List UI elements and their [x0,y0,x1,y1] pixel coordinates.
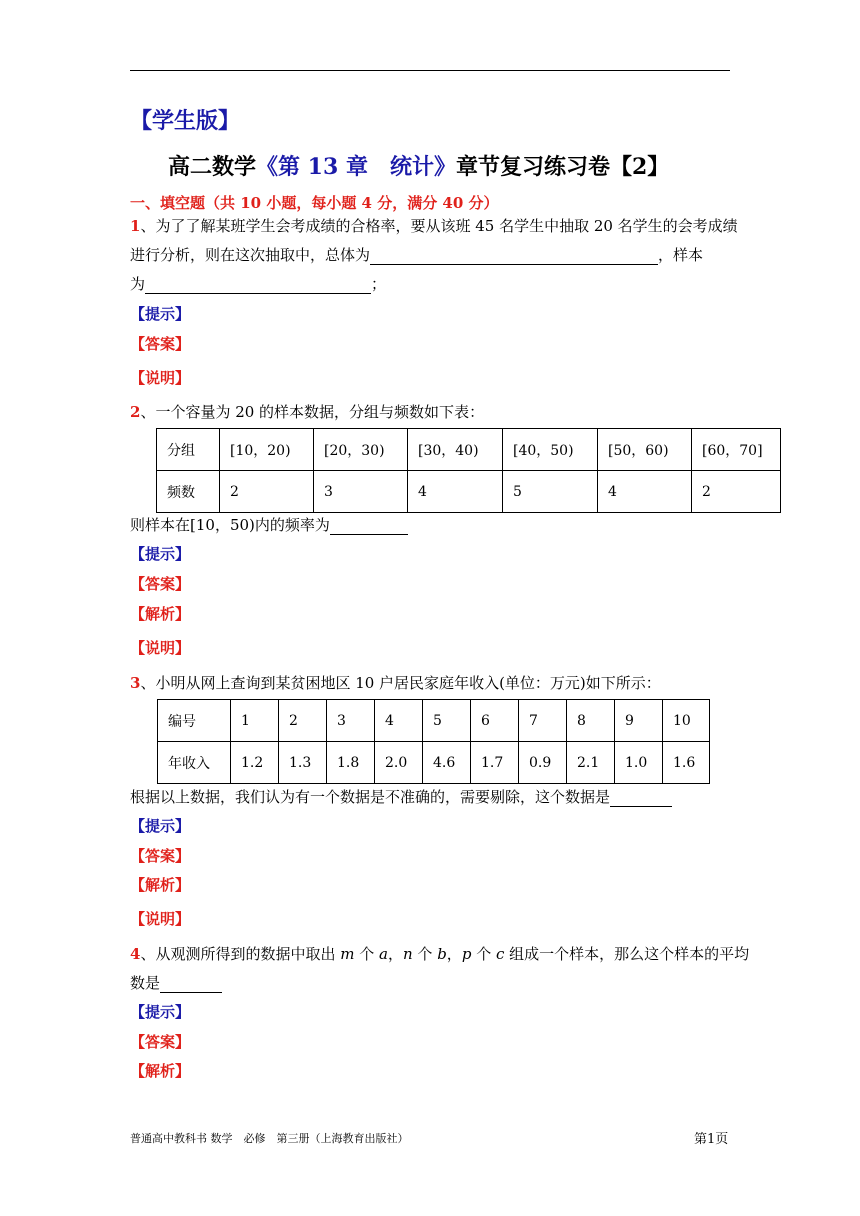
q4-line1 [130,943,749,964]
q3-income-table [157,699,710,784]
table-cell: [60，70] [692,429,781,471]
table-cell: 3 [314,471,408,513]
page-title [168,150,669,181]
student-version-label: 【学生版】 [130,108,241,134]
q4-text: ， [387,945,403,963]
q2-line1 [130,401,484,422]
q4-var-b: b [437,945,447,963]
table-cell: 4 [598,471,692,513]
table-cell: [20，30) [314,429,408,471]
q1-text-3: ，样本 [658,246,704,264]
q2-table-header-row [157,429,781,471]
table-cell: [30，40) [408,429,503,471]
q1-blank-population[interactable] [370,248,658,265]
footer-textbook: 普通高中教科书 数学 必修 第三册（上海教育出版社） [130,1132,409,1145]
q2-answer-label: 【答案】 [130,575,191,593]
q1-text-4: 为 [130,275,146,293]
q1-number: 1 [130,217,141,235]
q2-hint-label: 【提示】 [130,545,191,563]
table-cell: 1.8 [327,742,375,784]
q1-line1 [130,215,738,236]
q4-text: ， [446,945,462,963]
table-cell: 2 [692,471,781,513]
table-cell: 4.6 [423,742,471,784]
table-cell: 5 [423,700,471,742]
q2-frequency-table [156,428,781,513]
table-cell: 7 [519,700,567,742]
q4-analysis-label: 【解析】 [130,1062,191,1080]
q3-question [130,786,672,807]
table-cell: [10，20) [220,429,314,471]
table-cell: 2 [279,700,327,742]
table-cell: 2.1 [567,742,615,784]
table-cell: 编号 [158,700,231,742]
q3-table-header-row [158,700,710,742]
page-number: 第1页 [694,1132,729,1147]
q3-explanation-label: 【说明】 [130,910,191,928]
q4-var-m: m [340,945,355,963]
q4-var-p: p [461,945,472,963]
q2-number: 2 [130,403,141,421]
q2-question [130,514,408,535]
table-cell: 0.9 [519,742,567,784]
table-cell: 3 [327,700,375,742]
q1-text-5: ； [371,275,387,293]
table-cell: 2 [220,471,314,513]
q4-blank[interactable] [160,976,222,993]
table-cell: 1.7 [471,742,519,784]
table-cell: 4 [375,700,423,742]
q4-hint-label: 【提示】 [130,1003,191,1021]
q3-analysis-label: 【解析】 [130,876,191,894]
q1-line3 [130,273,386,294]
q3-hint-label: 【提示】 [130,817,191,835]
table-cell: 10 [663,700,710,742]
table-cell: 1.3 [279,742,327,784]
q2-table-row [157,471,781,513]
q3-line1 [130,672,661,693]
q3-text: 、小明从网上查询到某贫困地区 10 户居民家庭年收入(单位：万元)如下所示： [140,674,661,692]
table-cell: 9 [615,700,663,742]
q3-answer-label: 【答案】 [130,847,191,865]
table-cell: 5 [503,471,598,513]
q1-answer-label: 【答案】 [130,335,191,353]
table-cell: [50，60) [598,429,692,471]
q3-number: 3 [130,674,141,692]
q4-number: 4 [130,945,141,963]
table-cell: 分组 [157,429,220,471]
title-chapter: 《第 13 章 统计》 [256,154,456,180]
q4-text: 个 [412,945,438,963]
header-rule [130,70,730,71]
table-cell: 2.0 [375,742,423,784]
table-cell: 1 [231,700,279,742]
q2-blank[interactable] [330,518,408,535]
section-heading: 一、填空题（共 10 小题，每小题 4 分，满分 40 分） [130,194,499,212]
table-cell: [40，50) [503,429,598,471]
q4-var-c: c [495,945,505,963]
table-cell: 1.6 [663,742,710,784]
q4-text: 个 [354,945,379,963]
q1-text-1: 、为了了解某班学生会考成绩的合格率，要从该班 45 名学生中抽取 20 名学生的会考成绩 [140,217,738,235]
table-cell: 年收入 [158,742,231,784]
table-cell: 频数 [157,471,220,513]
q4-text-2: 数是 [130,974,161,992]
q2-after-text: 则样本在[10，50)内的频率为 [130,516,330,534]
q1-blank-sample[interactable] [145,277,371,294]
q2-explanation-label: 【说明】 [130,639,191,657]
q2-analysis-label: 【解析】 [130,605,191,623]
q4-var-a: a [379,945,388,963]
q3-after-text: 根据以上数据，我们认为有一个数据是不准确的，需要剔除，这个数据是 [130,788,611,806]
table-cell: 4 [408,471,503,513]
q1-hint-label: 【提示】 [130,305,191,323]
q3-blank[interactable] [610,790,672,807]
title-subject: 高二数学 [168,154,257,180]
table-cell: 6 [471,700,519,742]
q1-line2 [130,244,703,265]
table-cell: 1.2 [231,742,279,784]
q3-table-row [158,742,710,784]
q4-line2 [130,972,222,993]
q4-text: 组成一个样本，那么这个样本的平均 [504,945,750,963]
q1-explanation-label: 【说明】 [130,369,191,387]
q2-text: 、一个容量为 20 的样本数据，分组与频数如下表： [140,403,485,421]
q4-text: 个 [471,945,496,963]
q1-text-2: 进行分析，则在这次抽取中，总体为 [130,246,371,264]
q4-answer-label: 【答案】 [130,1033,191,1051]
q4-text: 、从观测所得到的数据中取出 [140,945,341,963]
title-suffix: 章节复习练习卷【2】 [455,154,670,180]
table-cell: 8 [567,700,615,742]
table-cell: 1.0 [615,742,663,784]
q4-var-n: n [402,945,413,963]
